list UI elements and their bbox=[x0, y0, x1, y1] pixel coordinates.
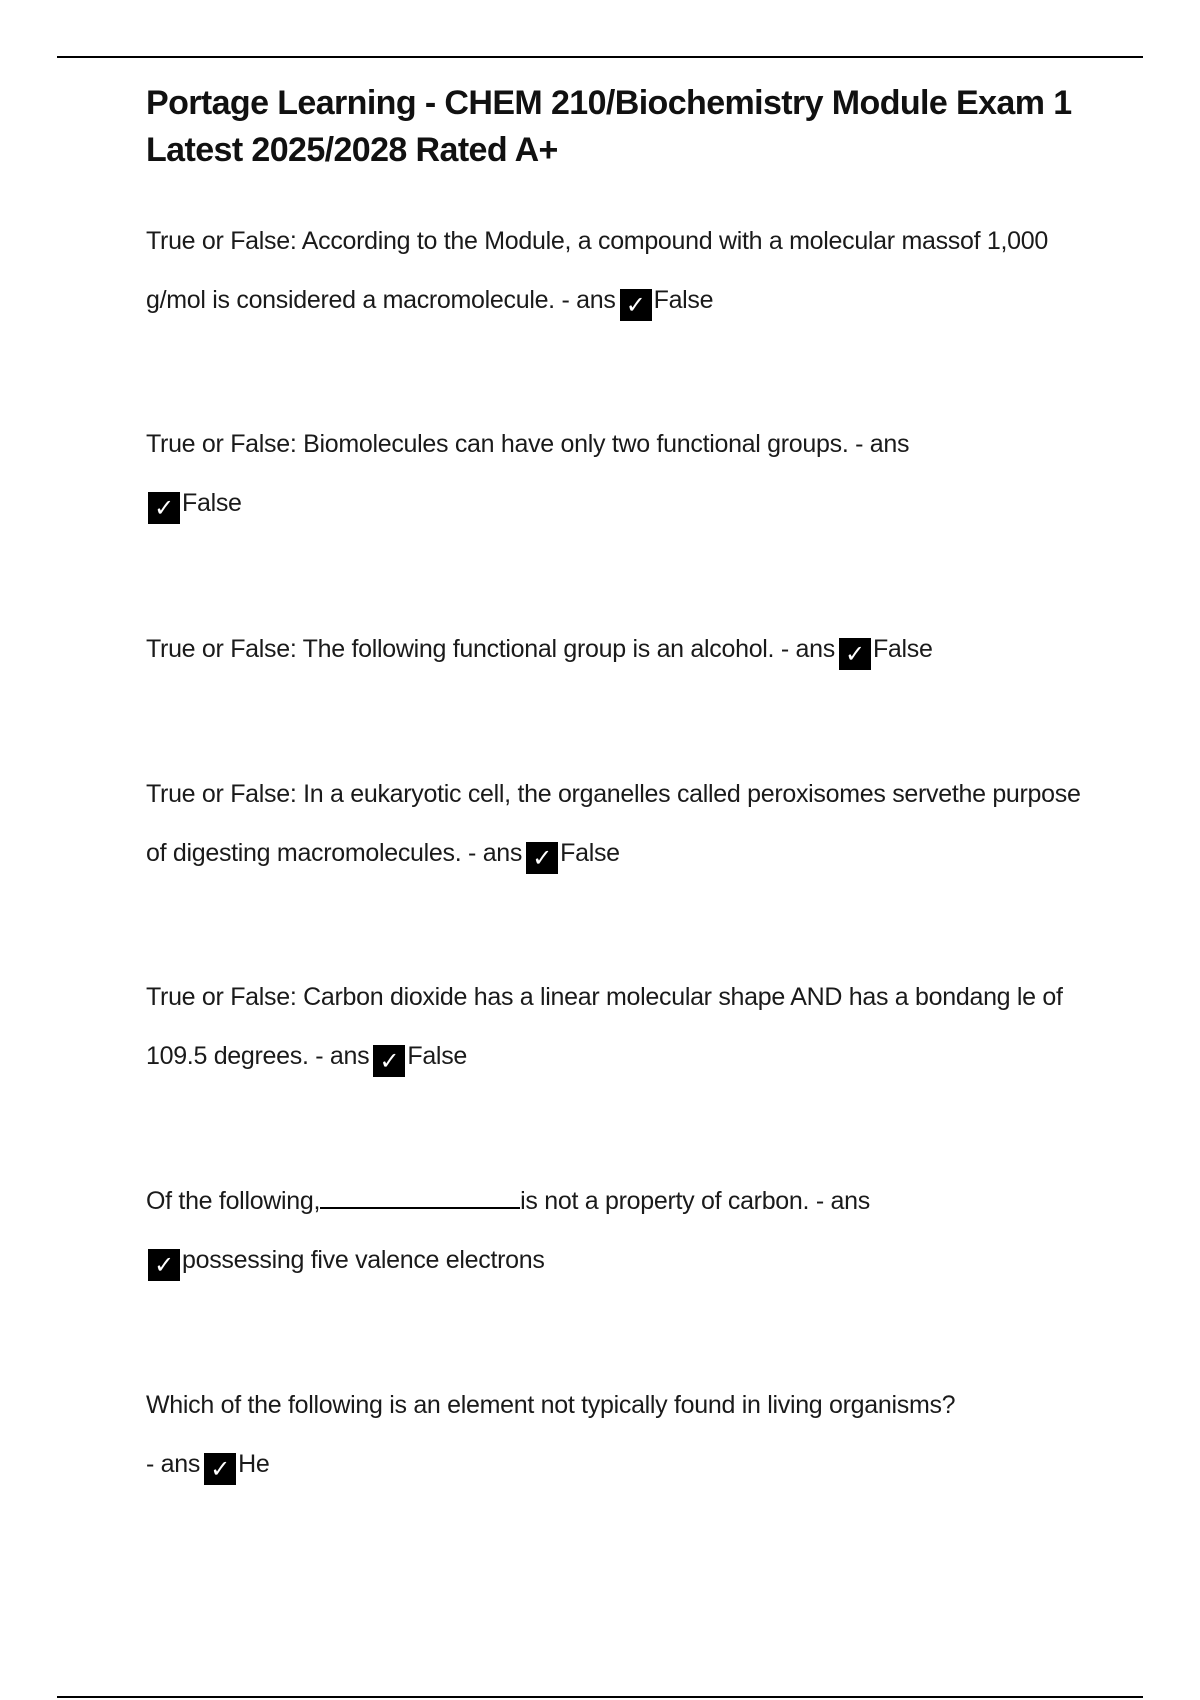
question-text: True or False: Carbon dioxide has a linear molecular shape AND has a bondang le of 109.5 degrees. bbox=[146, 983, 1063, 1070]
question-text: True or False: In a eukaryotic cell, the organelles called peroxisomes servethe purpose of digesting macromolecules. bbox=[146, 780, 1081, 867]
fill-in-blank bbox=[320, 1185, 520, 1209]
answer-text: False bbox=[653, 286, 714, 314]
qa-item-1 bbox=[146, 212, 1106, 330]
ans-label: - ans bbox=[855, 430, 910, 458]
check-box-icon: ✓ bbox=[839, 638, 871, 670]
ans-label: - ans bbox=[780, 635, 835, 663]
qa-item-2 bbox=[146, 415, 1106, 533]
check-box-icon: ✓ bbox=[526, 842, 558, 874]
answer-text: False bbox=[872, 635, 933, 663]
ans-label: - ans bbox=[468, 839, 523, 867]
answer-text: He bbox=[238, 1450, 270, 1478]
question-text: True or False: Biomolecules can have only two functional groups. bbox=[146, 430, 849, 458]
document-body bbox=[146, 80, 1106, 1483]
qa-item-4 bbox=[146, 765, 1106, 883]
ans-label: - ans bbox=[146, 1450, 201, 1478]
top-rule bbox=[57, 56, 1143, 58]
qa-item-7 bbox=[146, 1376, 1106, 1494]
check-box-icon: ✓ bbox=[148, 1249, 180, 1281]
bottom-rule bbox=[57, 1696, 1143, 1698]
answer-text: False bbox=[560, 839, 620, 867]
answer-text: False bbox=[182, 489, 242, 517]
question-text: Which of the following is an element not typically found in living organisms? bbox=[146, 1391, 956, 1419]
ans-label: - ans bbox=[561, 286, 616, 314]
check-box-icon: ✓ bbox=[204, 1453, 236, 1485]
document-title: Portage Learning - CHEM 210/Biochemistry Module Exam 1 Latest 2025/2028 Rated A+ bbox=[146, 84, 1072, 169]
check-box-icon: ✓ bbox=[620, 289, 652, 321]
question-text: True or False: The following functional group is an alcohol. bbox=[146, 635, 775, 663]
answer-text: possessing five valence electrons bbox=[182, 1246, 545, 1274]
question-text-after-blank: is not a property of carbon. bbox=[520, 1187, 810, 1215]
question-text: True or False: According to the Module, a compound with a molecular massof 1,000 g/mol is considered a macromolecule. bbox=[146, 227, 1048, 314]
answer-text: False bbox=[407, 1042, 467, 1070]
qa-item-5 bbox=[146, 968, 1106, 1086]
ans-label: - ans bbox=[815, 1187, 870, 1215]
check-box-icon: ✓ bbox=[373, 1045, 405, 1077]
ans-label: - ans bbox=[315, 1042, 370, 1070]
question-text-before-blank: Of the following, bbox=[146, 1187, 321, 1215]
check-box-icon: ✓ bbox=[148, 492, 180, 524]
qa-item-6 bbox=[146, 1172, 1106, 1290]
qa-item-3 bbox=[146, 620, 1106, 679]
